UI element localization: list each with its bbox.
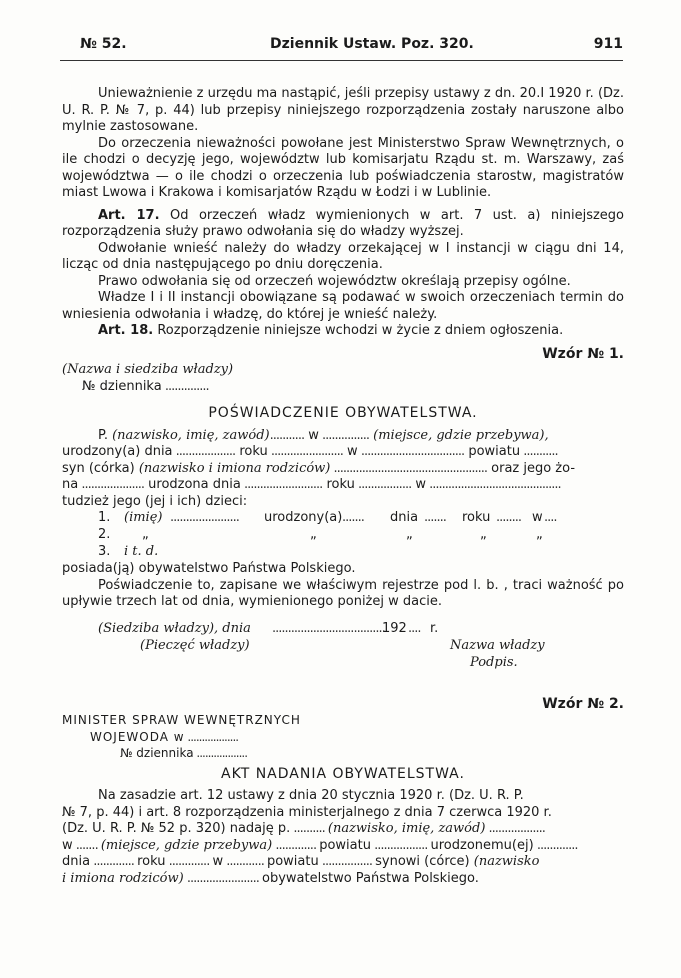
- paragraph-appeal-rules: Prawo odwołania się od orzeczeń województw określają przepisy ogólne.: [98, 273, 571, 289]
- form2-voivode: WOJEWODA w ..................: [90, 729, 239, 744]
- form1-line4: na .................... urodzona dnia ......................... roku ................. w ..........................................: [62, 477, 561, 492]
- form1-seal-row: (Pieczęć władzy) Nazwa władzy: [140, 637, 545, 653]
- form1-line3: syn (córka) (nazwisko i imiona rodziców) ................................................. oraz jego żo-: [62, 460, 576, 476]
- ditto-mark: „: [536, 527, 543, 542]
- paragraph-appeal-deadline: Odwołanie wnieść należy do władzy orzekającej w I instancji w ciągu dni 14, licząc od dnia następującego po dniu doręczenia.: [62, 240, 624, 272]
- paragraph-instances: Władze I i II instancji obowiązane są podawać w swoich orzeczeniach termin do wniesienia odwołania i władzę, do której je wnieść należy.: [62, 290, 624, 322]
- form2-line1: Na zasadzie art. 12 ustawy z dnia 20 stycznia 1920 r. (Dz. U. R. P.: [98, 788, 524, 803]
- form1-authority: (Nazwa i siedziba władzy): [62, 362, 234, 377]
- art18-text: Rozporządzenie niniejsze wchodzi w życie z dniem ogłoszenia.: [157, 323, 564, 338]
- form2-line4: w ....... (miejsce, gdzie przebywa) ............. powiatu ................. urodzonemu(ej) .............: [62, 837, 578, 853]
- ditto-mark: „: [310, 527, 317, 542]
- form2-line2: № 7, p. 44) i art. 8 rozporządzenia ministerjalnego z dnia 7 czerwca 1920 r.: [62, 804, 552, 820]
- issue-number: № 52.: [80, 36, 127, 52]
- art18-label: Art. 18.: [98, 323, 154, 338]
- form2-title: AKT NADANIA OBYWATELSTWA.: [221, 765, 465, 782]
- form1-journal-no: № dziennika ..............: [82, 378, 209, 394]
- header-rule: [60, 60, 623, 61]
- form2-line5: dnia ............. roku ............. w ............ powiatu ................ synowi (córce) (nazwisko: [62, 854, 540, 869]
- child-row-3: 3. i t. d.: [98, 544, 159, 559]
- ditto-mark: „: [406, 527, 413, 542]
- form1-title: POŚWIADCZENIE OBYWATELSTWA.: [208, 405, 478, 421]
- form2-label: Wzór № 2.: [542, 695, 624, 712]
- form1-line2: urodzony(a) dnia ................... roku ....................... w ................................. powiatu ...........: [62, 444, 558, 459]
- form2-line3: (Dz. U. R. P. № 52 p. 320) nadaję p. .......... (nazwisko, imię, zawód) ..................: [62, 821, 545, 836]
- child-row-2: 2. „ „ „ „ „: [98, 527, 543, 542]
- paragraph-art17: [62, 208, 624, 241]
- form1-line1: P. (nazwisko, imię, zawód)........... w ............... (miejsce, gdzie przebywa),: [98, 427, 549, 443]
- form1-label: Wzór № 1.: [542, 345, 624, 362]
- art17-label: Art. 17.: [98, 207, 160, 223]
- form1-validity: Poświadczenie to, zapisane we właściwym rejestrze pod l. b. , traci ważność po upływie trzech lat od dnia, wymienionego poniżej w dacie.: [62, 577, 624, 609]
- ditto-mark: „: [142, 527, 149, 542]
- page-header: [60, 36, 623, 56]
- form1-sign-row: Podpis.: [470, 654, 518, 670]
- document-body: [62, 86, 624, 887]
- form2-line6: i imiona rodziców) ....................... obywatelstwo Państwa Polskiego.: [62, 870, 479, 886]
- paragraph-competence: Do orzeczenia nieważności powołane jest Ministerstwo Spraw Wewnętrznych, o ile chodzi o decyzję jego, województw lub komisarjatu Rządu st. m. Warszawy, zaś województwa — o ile chodzi o orzeczenia lub poświadczenia starostw, magistratów miast Lwowa i Krakowa i komisarjatów Rządu w Łodzi i w Lublinie.: [62, 135, 624, 200]
- journal-title: Dziennik Ustaw. Poz. 320.: [270, 36, 474, 52]
- page-number: 911: [593, 36, 623, 52]
- form1-children-intro: tudzież jego (jej i ich) dzieci:: [62, 493, 248, 509]
- child-row-1: 1. (imię) ...................... urodzony(a) ....... dnia ....... roku ........ w ....: [98, 510, 557, 525]
- form2-journal-no: № dziennika ..................: [120, 746, 248, 760]
- paragraph-annulment: Unieważnienie z urzędu ma nastąpić, jeśli przepisy ustawy z dn. 20.I 1920 r. (Dz. U. R. P. № 7, p. 44) lub przepisy niniejszego rozporządzenia zostały naruszone albo mylnie zastosowane.: [62, 86, 624, 134]
- form1-possess: posiada(ją) obywatelstwo Państwa Polskiego.: [62, 561, 356, 576]
- art17-text: Od orzeczeń władz wymienionych w art. 7 ust. a) niniejszego rozporządzenia służy prawo odwołania się do władzy wyższej.: [62, 207, 625, 239]
- form1-date-row: (Siedziba władzy), dnia .................................... 192 .... r.: [98, 620, 439, 636]
- form2-minister: MINISTER SPRAW WEWNĘTRZNYCH: [62, 713, 301, 727]
- ditto-mark: „: [480, 527, 487, 542]
- paragraph-art18: [62, 323, 624, 340]
